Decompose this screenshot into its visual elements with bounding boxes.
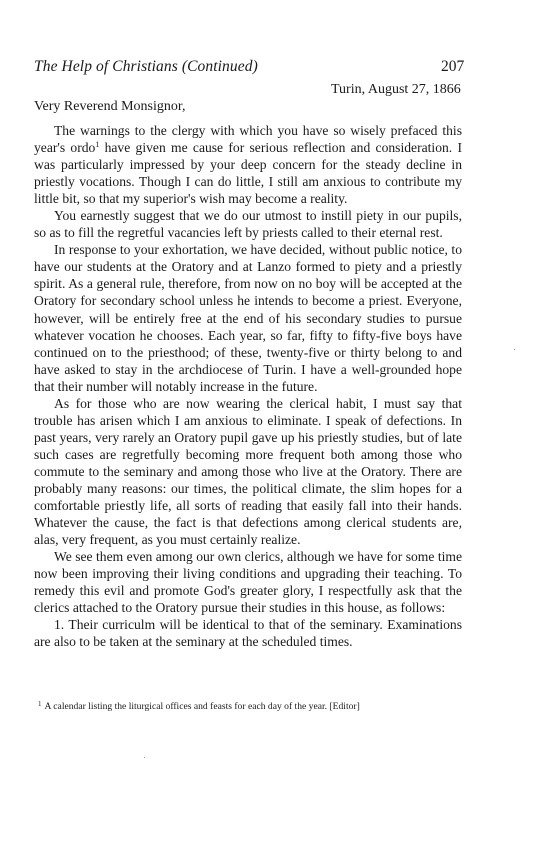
page-number: 207	[441, 58, 465, 75]
paragraph-2: You earnestly suggest that we do our utmost to instill piety in our pupils, so as to fill the regretful vacancies left by priests called to their eternal rest.	[34, 208, 462, 241]
paragraph-5: We see them even among our own clerics, although we have for some time now been improving their living conditions and upgrading their teaching. To remedy this evil and promote God's greater glory, I respectfully ask that the clerics attached to the Oratory pursue their studies in this house, as follows:	[34, 549, 462, 616]
paragraph-1-text: The warnings to the clergy with which you have so wisely prefaced this year's ordo	[34, 123, 462, 156]
paragraph-1-continuation: have given me cause for serious reflection and consideration. I was particularly impressed by your deep concern for the steady decline in priestly vocations. Though I can do little, I still am anxious to contribute my little bit, so that my superior's wish may become a reality.	[34, 140, 462, 207]
footnote-text: A calendar listing the liturgical offices and feasts for each day of the year. [Editor]	[44, 701, 360, 712]
running-title: The Help of Christians (Continued)	[34, 58, 258, 75]
scan-speck	[144, 757, 145, 758]
paragraph-3: In response to your exhortation, we have decided, without public notice, to have our students at the Oratory and at Lanzo formed to piety and a priestly spirit. As a general rule, therefore, from now on no boy will be accepted at the Oratory for secondary school unless he intends to become a priest. Everyone, however, will be entirely free at the end of his secondary studies to pursue whatever vocation he chooses. Each year, so far, fifty to fifty-five boys have continued on to the priesthood; of these, twenty-five or thirty belong to and have asked to stay in the archdiocese of Turin. I have a well-grounded hope that their number will notably increase in the future.	[34, 242, 462, 394]
paragraph-1	[34, 122, 462, 207]
paragraph-4: As for those who are now wearing the clerical habit, I must say that trouble has arisen which I am anxious to eliminate. I speak of defections. In past years, very rarely an Oratory pupil gave up his priestly studies, but of late such cases are regretfully becoming more frequent both among those who commute to the seminary and among those who live at the Oratory. There are probably many reasons: our times, the political climate, the slim hopes for a comfortable priestly life, all sorts of reading that easily fall into their hands. Whatever the cause, the fact is that defections among clerical students are, alas, very frequent, as you must certainly realize.	[34, 395, 462, 548]
scan-speck	[514, 349, 515, 350]
footnote-reference: 1	[95, 140, 100, 150]
footnote-mark: 1	[38, 700, 42, 708]
letter-body	[34, 122, 462, 650]
footnote	[34, 701, 466, 713]
letter-salutation: Very Reverend Monsignor,	[34, 99, 186, 114]
paragraph-6: 1. Their curriculm will be identical to that of the seminary. Examinations are also to be taken at the seminary at the scheduled times.	[34, 617, 462, 650]
letter-dateline: Turin, August 27, 1866	[331, 82, 461, 97]
